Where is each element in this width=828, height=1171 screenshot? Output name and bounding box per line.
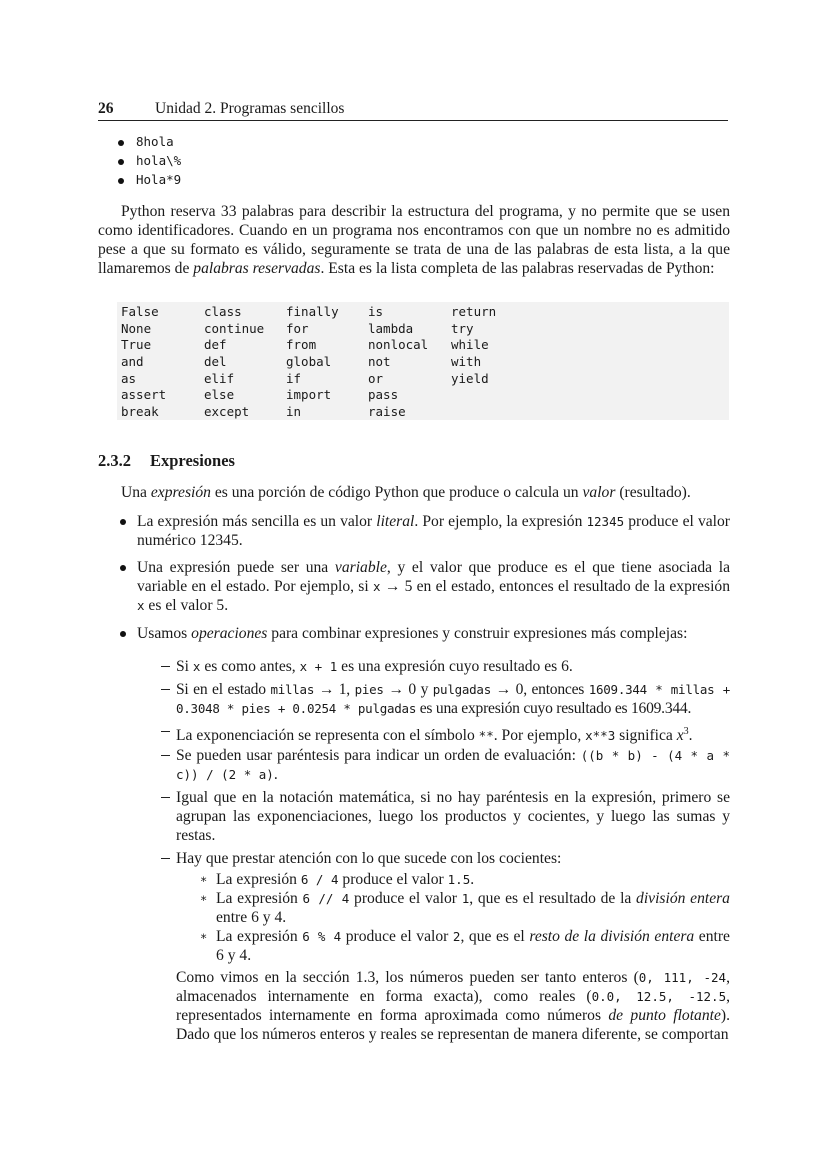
identifier-code: 8hola — [136, 134, 174, 149]
keyword: continue — [204, 320, 265, 336]
term: variable — [334, 559, 387, 576]
code: 0.0, 12.5, -12.5 — [591, 989, 727, 1004]
keyword: except — [204, 404, 250, 420]
term: expresión — [150, 484, 211, 501]
sublist-item — [176, 722, 730, 745]
text: . Esta es la lista completa de las palabras reservadas de Python: — [320, 260, 715, 277]
text: para combinar expresiones y construir expresiones más complejas: — [267, 625, 688, 642]
keywords-table — [117, 302, 729, 420]
code: x**3 — [585, 728, 616, 744]
code: x — [137, 598, 145, 613]
text: produce el valor — [341, 928, 453, 945]
text: es una expresión cuyo resultado es 1609.344. — [416, 700, 692, 717]
keyword: del — [204, 354, 227, 370]
keyword: or — [368, 370, 384, 386]
list-item-operations — [137, 624, 730, 643]
page-header — [98, 100, 728, 121]
asterisk-icon: ∗ — [200, 872, 208, 886]
code: 12345 — [586, 514, 625, 529]
keyword: def — [204, 337, 227, 353]
code: ** — [478, 728, 494, 744]
keyword: elif — [204, 370, 235, 386]
code: ((b * b) - (4 * a * c)) / (2 * a) — [176, 748, 730, 782]
text: Una — [121, 484, 151, 501]
code: pies — [354, 682, 384, 697]
text: . Por ejemplo, — [493, 727, 586, 745]
code: x + 1 — [299, 659, 338, 674]
bullet-icon — [120, 565, 126, 571]
keyword: in — [286, 404, 302, 420]
text: entre 6 y 4. — [216, 909, 287, 926]
list-item-variable — [137, 558, 730, 615]
text: es una porción de código Python que produce o calcula un — [210, 484, 583, 501]
text: , almacenados internamente en forma exacta), como reales ( — [176, 969, 730, 1005]
keywords-column — [204, 304, 264, 421]
subsublist-item — [216, 889, 730, 927]
paragraph-reserved-words — [98, 202, 730, 278]
text: La expresión — [216, 890, 303, 907]
text: es una expresión cuyo resultado es 6. — [337, 658, 573, 675]
list-item-literal — [137, 512, 730, 550]
section-number: 2.3.2 — [98, 451, 131, 470]
dash-icon — [161, 689, 170, 690]
math-exponent: 3 — [683, 726, 689, 737]
term: literal — [376, 513, 415, 530]
text: ). Dado que los números enteros y reales se representan de manera diferente, se comportan — [176, 1007, 730, 1043]
dash-icon — [161, 666, 170, 667]
sublist-item: Igual que en la notación matemática, si no hay paréntesis en la expresión, primero se agrupan las exponenciaciones, luego los productos y cocientes, y luego las sumas y restas. — [176, 789, 730, 844]
paragraph-numbers — [176, 968, 730, 1044]
sublist-item — [176, 746, 730, 784]
keywords-column — [121, 304, 166, 421]
text: entre 6 y 4. — [216, 928, 730, 964]
subsublist-item — [216, 927, 730, 965]
text: La expresión — [216, 871, 301, 888]
keyword: yield — [451, 370, 489, 386]
keyword: finally — [286, 304, 339, 319]
code: 2 — [452, 929, 461, 944]
term: de punto flotante — [608, 1007, 721, 1024]
keyword: import — [286, 387, 332, 403]
bullet-icon — [118, 140, 124, 146]
text: Si en el estado — [176, 681, 271, 698]
asterisk-icon: ∗ — [200, 891, 208, 905]
text: significa — [615, 727, 677, 745]
math: x — [676, 727, 684, 745]
code: x — [192, 659, 201, 674]
keywords-column — [368, 304, 428, 421]
bullet-icon — [118, 159, 124, 165]
text: → 0 y — [383, 681, 433, 698]
keyword: from — [286, 337, 317, 353]
text: Si — [176, 658, 193, 675]
code: 0, 111, -24 — [638, 970, 727, 985]
code: 1609.344 * millas + 0.3048 * pies + 0.0254 * pulgadas — [176, 682, 730, 716]
text: (resultado). — [615, 484, 691, 501]
text: Se pueden usar paréntesis para indicar un orden de evaluación: — [176, 747, 581, 764]
text: , que es el — [460, 928, 530, 945]
keyword: is — [368, 304, 384, 319]
text: Python reserva 33 palabras para describir la estructura del programa, y no permite que se usen como identificadores. Cuando en un programa nos encontramos con que un nombre no es admitido pese a que su formato es válido, seguramente se trata de una de las palabras de esta lista, a la que llamaremos de — [98, 203, 730, 277]
term: operaciones — [191, 625, 268, 642]
keyword: None — [121, 320, 152, 336]
keyword: for — [286, 320, 309, 336]
text: produce el valor numérico 12345. — [137, 513, 730, 549]
keyword: False — [121, 304, 159, 319]
keyword: global — [286, 354, 332, 370]
subsublist-item — [216, 870, 730, 889]
keywords-column — [451, 304, 496, 387]
section-title: Expresiones — [150, 451, 235, 470]
keyword: if — [286, 370, 302, 386]
code: 6 // 4 — [302, 891, 350, 906]
sublist-item — [176, 657, 730, 676]
text: → 5 en el estado, entonces el resultado de la expresión — [380, 578, 730, 595]
code: 1 — [461, 891, 470, 906]
text: es el valor 5. — [144, 597, 229, 614]
term: valor — [582, 484, 616, 501]
dash-icon — [161, 858, 170, 859]
code: pulgadas — [432, 682, 491, 697]
keywords-column — [286, 304, 339, 421]
term: resto de la división entera — [529, 928, 695, 945]
dash-icon — [161, 797, 170, 798]
keyword: return — [451, 304, 497, 319]
keyword: pass — [368, 387, 399, 403]
keyword: with — [451, 354, 482, 370]
sublist-item — [176, 680, 730, 718]
text: . Por ejemplo, la expresión — [414, 513, 587, 530]
keyword: class — [204, 304, 242, 319]
keyword: break — [121, 404, 159, 420]
section-heading — [98, 451, 235, 471]
text: , y el valor que produce es el que tiene asociada la variable en el estado. Por ejemplo, si — [137, 559, 730, 595]
keyword: True — [121, 337, 152, 353]
keyword: try — [451, 320, 474, 336]
text: , que es el resultado de la — [469, 890, 637, 907]
text: es como antes, — [200, 658, 300, 675]
text: La exponenciación se representa con el símbolo — [176, 727, 479, 745]
code: 6 % 4 — [302, 929, 342, 944]
dash-icon — [161, 755, 170, 756]
keyword: lambda — [368, 320, 414, 336]
text: . — [688, 727, 693, 745]
code: 6 / 4 — [300, 872, 339, 887]
bullet-icon — [118, 178, 124, 184]
keyword: nonlocal — [368, 337, 429, 353]
text: , representados internamente en forma aproximada como números — [176, 988, 731, 1024]
text: Como vimos en la sección 1.3, los números pueden ser tanto enteros ( — [176, 969, 639, 986]
identifier-code: Hola*9 — [136, 172, 182, 187]
text: → 0, entonces — [491, 681, 589, 698]
dash-icon — [161, 731, 170, 732]
keyword: raise — [368, 404, 406, 420]
paragraph-intro — [98, 483, 730, 502]
keyword: as — [121, 370, 137, 386]
term: palabras reservadas — [193, 260, 321, 277]
page-number: 26 — [98, 100, 114, 117]
text: La expresión más sencilla es un valor — [137, 513, 377, 530]
text: Una expresión puede ser una — [137, 559, 335, 576]
code: millas — [270, 682, 315, 697]
sublist-item: Hay que prestar atención con lo que sucede con los cocientes: — [176, 850, 562, 867]
keyword: not — [368, 354, 391, 370]
keyword: while — [451, 337, 489, 353]
text: La expresión — [216, 928, 303, 945]
text: . — [470, 871, 475, 888]
asterisk-icon: ∗ — [200, 929, 208, 943]
bullet-icon — [120, 631, 126, 637]
code: 1.5 — [447, 872, 471, 887]
term: división entera — [636, 890, 730, 907]
bullet-icon — [120, 519, 126, 525]
text: → 1, — [314, 681, 355, 698]
keyword: else — [204, 387, 235, 403]
keyword: and — [121, 354, 144, 370]
identifier-code: hola\% — [136, 153, 182, 168]
text: Usamos — [137, 625, 192, 642]
text: produce el valor — [349, 890, 462, 907]
running-title: Unidad 2. Programas sencillos — [155, 100, 345, 117]
text: . — [273, 766, 278, 783]
keyword: assert — [121, 387, 167, 403]
text: produce el valor — [338, 871, 448, 888]
code: x — [372, 579, 381, 594]
